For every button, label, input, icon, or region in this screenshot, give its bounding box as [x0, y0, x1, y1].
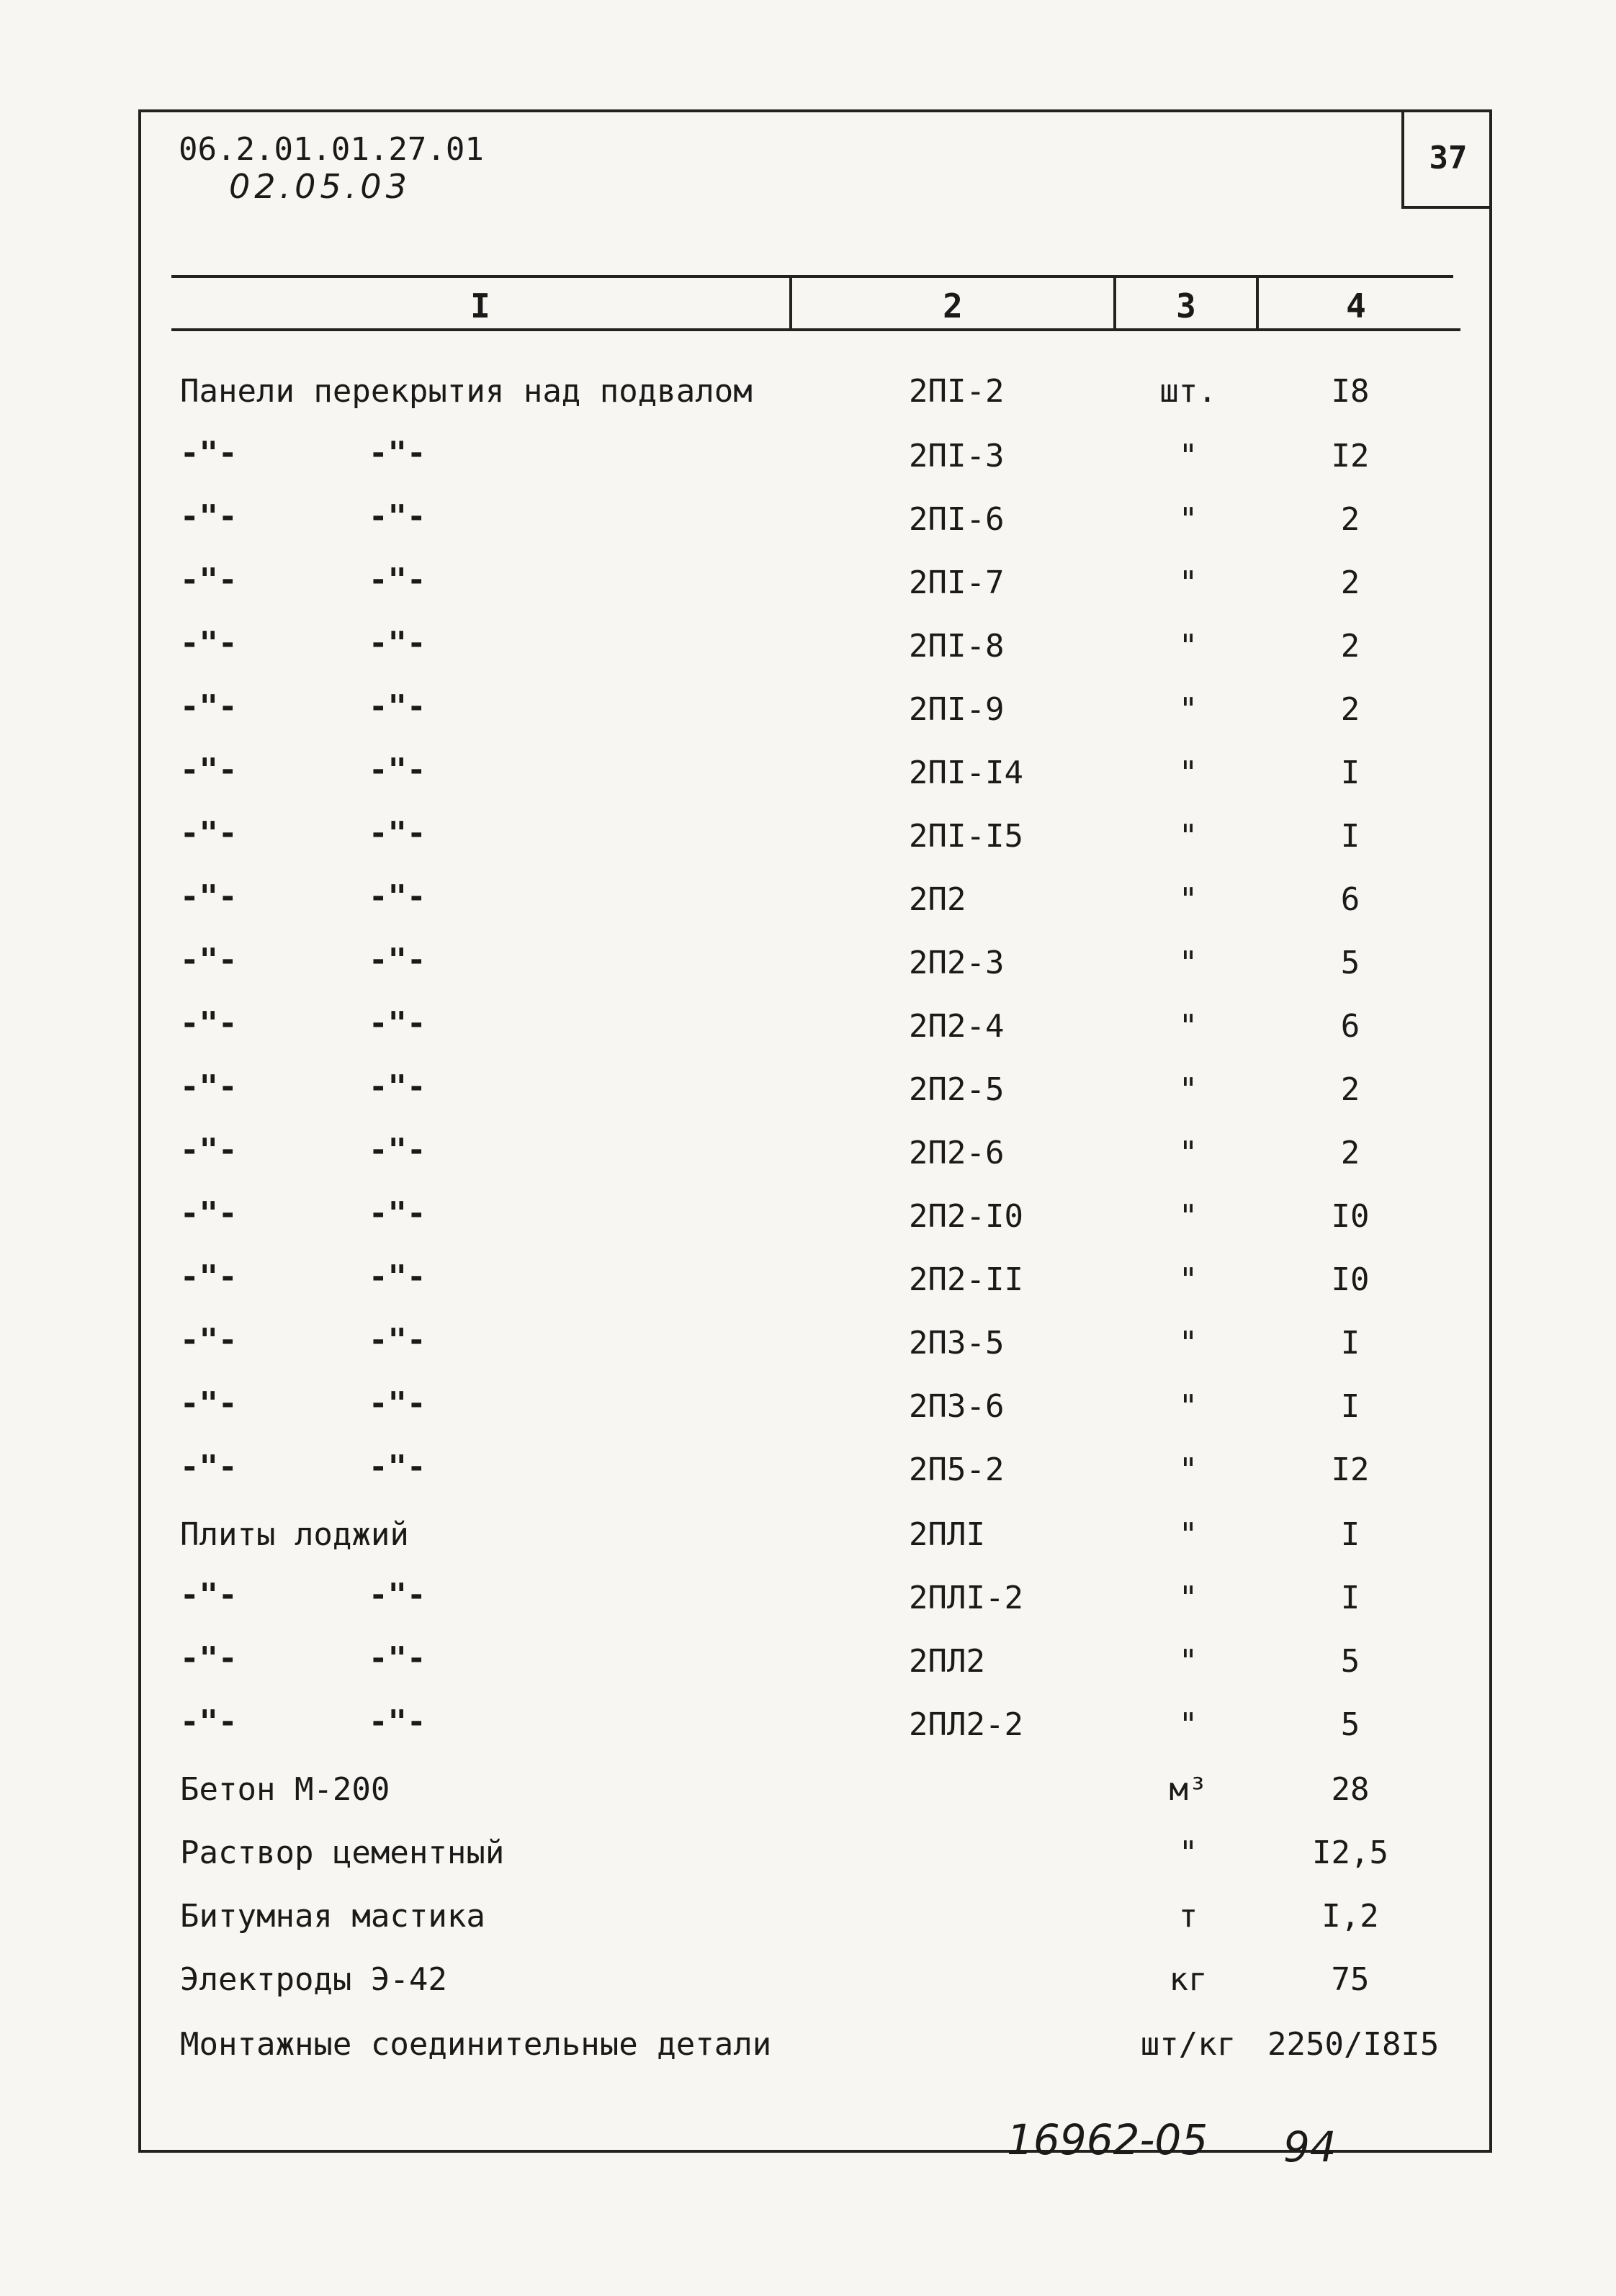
item-unit: " — [1178, 1261, 1198, 1298]
table-row — [0, 811, 1616, 874]
ditto-mark: -"- — [369, 942, 426, 978]
ditto-mark: -"- — [369, 1259, 426, 1295]
table-row — [0, 1444, 1616, 1508]
ditto-mark: -"- — [180, 752, 238, 788]
item-quantity: I0 — [1331, 1261, 1370, 1298]
table-row — [0, 1827, 1616, 1891]
ditto-mark: -"- — [369, 815, 426, 852]
table-row — [0, 1636, 1616, 1699]
document-code: 06.2.01.01.27.01 — [179, 131, 484, 168]
item-unit: " — [1178, 691, 1198, 728]
ditto-mark: -"- — [369, 1005, 426, 1042]
ditto-mark: -"- — [180, 1259, 238, 1295]
ditto-mark: -"- — [180, 498, 238, 535]
table-row — [0, 1699, 1616, 1762]
ditto-mark: -"- — [180, 1068, 238, 1105]
column-header-2: 2 — [943, 287, 963, 325]
table-row — [0, 557, 1616, 621]
ditto-mark: -"- — [369, 625, 426, 662]
ditto-mark: -"- — [180, 1132, 238, 1169]
item-quantity: I — [1340, 755, 1360, 791]
item-mark: 2П2-I0 — [909, 1198, 1023, 1235]
ditto-mark: -"- — [369, 878, 426, 915]
item-unit: т — [1178, 1898, 1198, 1935]
item-mark: 2П2-5 — [909, 1071, 1005, 1108]
item-quantity: 75 — [1331, 1961, 1370, 1998]
ditto-mark: -"- — [180, 688, 238, 725]
column-header-4: 4 — [1346, 287, 1366, 325]
table-row — [0, 1509, 1616, 1572]
item-mark: 2ПЛI — [909, 1516, 985, 1553]
table-row — [0, 874, 1616, 937]
item-quantity: 5 — [1340, 1706, 1360, 1743]
item-mark: 2ПЛ2 — [909, 1643, 985, 1680]
item-name: Панели перекрытия над подвалом — [180, 373, 753, 410]
ditto-mark: -"- — [180, 1577, 238, 1613]
item-unit: " — [1178, 628, 1198, 665]
item-mark: 2П3-6 — [909, 1388, 1005, 1425]
item-unit: " — [1178, 1325, 1198, 1361]
item-mark: 2ПI-I4 — [909, 755, 1023, 791]
item-quantity: I,2 — [1321, 1898, 1379, 1935]
item-quantity: 2 — [1340, 564, 1360, 601]
item-quantity: I2 — [1331, 1451, 1370, 1488]
table-row — [0, 1572, 1616, 1636]
item-mark: 2П2 — [909, 881, 966, 918]
item-quantity: 2 — [1340, 1135, 1360, 1171]
item-unit: м³ — [1169, 1771, 1208, 1808]
item-quantity: 2 — [1340, 691, 1360, 728]
table-row — [0, 684, 1616, 747]
item-quantity: I — [1340, 818, 1360, 855]
ditto-mark: -"- — [369, 562, 426, 598]
table-row — [0, 1381, 1616, 1444]
item-unit: " — [1178, 1580, 1198, 1616]
table-row — [0, 1001, 1616, 1064]
ditto-mark: -"- — [369, 1449, 426, 1485]
ditto-mark: -"- — [369, 1195, 426, 1232]
table-row — [0, 1254, 1616, 1318]
item-unit: " — [1178, 1643, 1198, 1680]
ditto-mark: -"- — [180, 1322, 238, 1359]
ditto-mark: -"- — [180, 1640, 238, 1677]
item-quantity: I — [1340, 1516, 1360, 1553]
item-unit: " — [1178, 1008, 1198, 1045]
item-mark: 2ПI-9 — [909, 691, 1005, 728]
item-quantity: I — [1340, 1388, 1360, 1425]
item-quantity: I2 — [1331, 438, 1370, 474]
item-name: Монтажные соединительные детали — [180, 2026, 772, 2063]
ditto-mark: -"- — [180, 1385, 238, 1422]
table-row — [0, 621, 1616, 684]
ditto-mark: -"- — [369, 1385, 426, 1422]
item-unit: " — [1178, 564, 1198, 601]
item-unit: " — [1178, 501, 1198, 538]
item-quantity: I — [1340, 1580, 1360, 1616]
item-unit: " — [1178, 1834, 1198, 1871]
column-header-3: 3 — [1176, 287, 1196, 325]
table-row — [0, 2019, 1616, 2082]
item-quantity: 2 — [1340, 1071, 1360, 1108]
table-row — [0, 366, 1616, 429]
item-unit: шт. — [1159, 373, 1217, 410]
item-mark: 2П2-II — [909, 1261, 1023, 1298]
item-quantity: 2 — [1340, 628, 1360, 665]
item-unit: " — [1178, 1135, 1198, 1171]
ditto-mark: -"- — [180, 1195, 238, 1232]
item-name: Электроды Э-42 — [180, 1961, 447, 1998]
item-mark: 2ПЛ2-2 — [909, 1706, 1023, 1743]
ditto-mark: -"- — [180, 562, 238, 598]
table-row — [0, 1954, 1616, 2017]
item-quantity: I — [1340, 1325, 1360, 1361]
item-unit: кг — [1169, 1961, 1208, 1998]
ditto-mark: -"- — [369, 1703, 426, 1740]
item-unit: " — [1178, 1516, 1198, 1553]
ditto-mark: -"- — [180, 625, 238, 662]
table-row — [0, 431, 1616, 494]
item-quantity: 6 — [1340, 881, 1360, 918]
item-unit: " — [1178, 945, 1198, 981]
item-mark: 2П3-5 — [909, 1325, 1005, 1361]
item-unit: " — [1178, 1388, 1198, 1425]
item-mark: 2ПI-2 — [909, 373, 1005, 410]
item-mark: 2ПI-6 — [909, 501, 1005, 538]
ditto-mark: -"- — [369, 1322, 426, 1359]
ditto-mark: -"- — [180, 1703, 238, 1740]
table-row — [0, 1318, 1616, 1381]
sheet-number: 37 — [1401, 109, 1492, 209]
ditto-mark: -"- — [369, 435, 426, 472]
item-unit: " — [1178, 438, 1198, 474]
item-quantity: 6 — [1340, 1008, 1360, 1045]
table-row — [0, 1764, 1616, 1827]
table-row — [0, 494, 1616, 557]
ditto-mark: -"- — [180, 942, 238, 978]
item-unit: " — [1178, 818, 1198, 855]
table-row — [0, 1891, 1616, 1954]
item-mark: 2П2-3 — [909, 945, 1005, 981]
item-quantity: 2250/I8I5 — [1267, 2026, 1440, 2063]
handwritten-code: 02.05.03 — [229, 167, 411, 206]
item-mark: 2П2-6 — [909, 1135, 1005, 1171]
item-mark: 2ПI-3 — [909, 438, 1005, 474]
item-quantity: 5 — [1340, 945, 1360, 981]
ditto-mark: -"- — [369, 1068, 426, 1105]
ditto-mark: -"- — [369, 1640, 426, 1677]
item-quantity: 2 — [1340, 501, 1360, 538]
table-row — [0, 1127, 1616, 1191]
item-mark: 2П5-2 — [909, 1451, 1005, 1488]
item-quantity: I2,5 — [1312, 1834, 1388, 1871]
ditto-mark: -"- — [369, 1577, 426, 1613]
item-name: Раствор цементный — [180, 1834, 505, 1871]
table-top-rule — [171, 275, 1453, 278]
ditto-mark: -"- — [180, 1005, 238, 1042]
item-unit: " — [1178, 1071, 1198, 1108]
item-quantity: I8 — [1331, 373, 1370, 410]
table-header-rule — [171, 328, 1460, 331]
item-name: Битумная мастика — [180, 1898, 485, 1935]
ditto-mark: -"- — [369, 1132, 426, 1169]
item-name: Плиты лоджий — [180, 1516, 409, 1553]
footer-number: 16962-05 — [1007, 2115, 1208, 2164]
table-row — [0, 1191, 1616, 1254]
item-quantity: 28 — [1331, 1771, 1370, 1808]
item-unit: шт/кг — [1140, 2026, 1236, 2063]
ditto-mark: -"- — [180, 815, 238, 852]
item-mark: 2ПI-7 — [909, 564, 1005, 601]
item-mark: 2ПЛI-2 — [909, 1580, 1023, 1616]
table-row — [0, 747, 1616, 811]
ditto-mark: -"- — [180, 435, 238, 472]
footer-page: 94 — [1283, 2122, 1337, 2171]
item-mark: 2ПI-I5 — [909, 818, 1023, 855]
ditto-mark: -"- — [369, 752, 426, 788]
item-name: Бетон М-200 — [180, 1771, 390, 1808]
ditto-mark: -"- — [369, 688, 426, 725]
item-quantity: I0 — [1331, 1198, 1370, 1235]
item-unit: " — [1178, 1706, 1198, 1743]
item-unit: " — [1178, 1198, 1198, 1235]
item-unit: " — [1178, 881, 1198, 918]
item-unit: " — [1178, 1451, 1198, 1488]
ditto-mark: -"- — [180, 1449, 238, 1485]
table-row — [0, 937, 1616, 1001]
item-unit: " — [1178, 755, 1198, 791]
item-mark: 2ПI-8 — [909, 628, 1005, 665]
ditto-mark: -"- — [369, 498, 426, 535]
table-row — [0, 1064, 1616, 1127]
item-mark: 2П2-4 — [909, 1008, 1005, 1045]
column-header-1: I — [470, 287, 490, 325]
item-quantity: 5 — [1340, 1643, 1360, 1680]
ditto-mark: -"- — [180, 878, 238, 915]
